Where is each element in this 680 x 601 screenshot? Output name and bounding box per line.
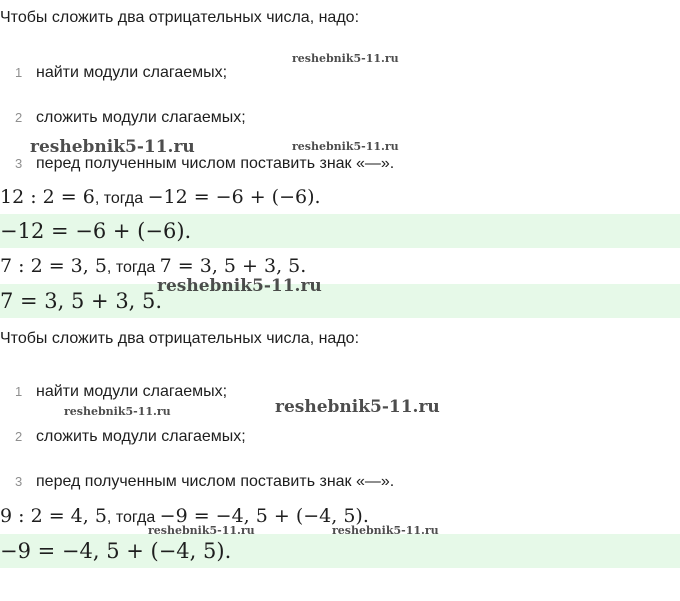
- calc-line: [0, 185, 321, 211]
- step-text: сложить модули слагаемых;: [36, 109, 246, 126]
- answer-formula: −12 = −6 + (−6).: [0, 219, 192, 243]
- step-text: найти модули слагаемых;: [36, 64, 228, 81]
- step-number: 3: [15, 156, 23, 171]
- answer-formula: −9 = −4, 5 + (−4, 5).: [0, 539, 232, 563]
- watermark: reshebnik5-11.ru: [275, 397, 440, 417]
- calc-lhs: 12 : 2 = 6: [0, 186, 95, 208]
- step-text: найти модули слагаемых;: [36, 383, 228, 400]
- calc-connector: , тогда: [94, 190, 148, 207]
- watermark: reshebnik5-11.ru: [292, 140, 399, 153]
- step-number: 3: [15, 474, 23, 489]
- watermark: reshebnik5-11.ru: [148, 524, 255, 537]
- step-text: перед полученным числом поставить знак «—».: [36, 155, 395, 172]
- calc-connector: , тогда: [106, 259, 160, 276]
- calc-rhs: −12 = −6 + (−6).: [147, 186, 321, 208]
- calc-connector: , тогда: [106, 509, 160, 526]
- watermark: reshebnik5-11.ru: [157, 276, 322, 296]
- step-number: 2: [15, 110, 23, 125]
- watermark: reshebnik5-11.ru: [292, 52, 399, 65]
- step-number: 1: [15, 65, 23, 80]
- step-text: перед полученным числом поставить знак «—».: [36, 473, 395, 490]
- watermark: reshebnik5-11.ru: [30, 137, 195, 157]
- answer-band: [0, 284, 680, 318]
- calc-rhs: −9 = −4, 5 + (−4, 5).: [159, 505, 369, 527]
- calc-lhs: 7 : 2 = 3, 5: [0, 255, 107, 277]
- calc-rhs: 7 = 3, 5 + 3, 5.: [159, 255, 307, 277]
- step-text: сложить модули слагаемых;: [36, 428, 246, 445]
- watermark: reshebnik5-11.ru: [332, 524, 439, 537]
- step-number: 2: [15, 429, 23, 444]
- step-number: 1: [15, 384, 23, 399]
- answer-band: [0, 214, 680, 248]
- rule-intro: Чтобы сложить два отрицательных числа, надо:: [0, 9, 360, 26]
- answer-band: [0, 534, 680, 568]
- calc-lhs: 9 : 2 = 4, 5: [0, 505, 107, 527]
- watermark: reshebnik5-11.ru: [64, 405, 171, 418]
- rule-intro: Чтобы сложить два отрицательных числа, надо:: [0, 330, 360, 347]
- answer-formula: 7 = 3, 5 + 3, 5.: [0, 289, 163, 313]
